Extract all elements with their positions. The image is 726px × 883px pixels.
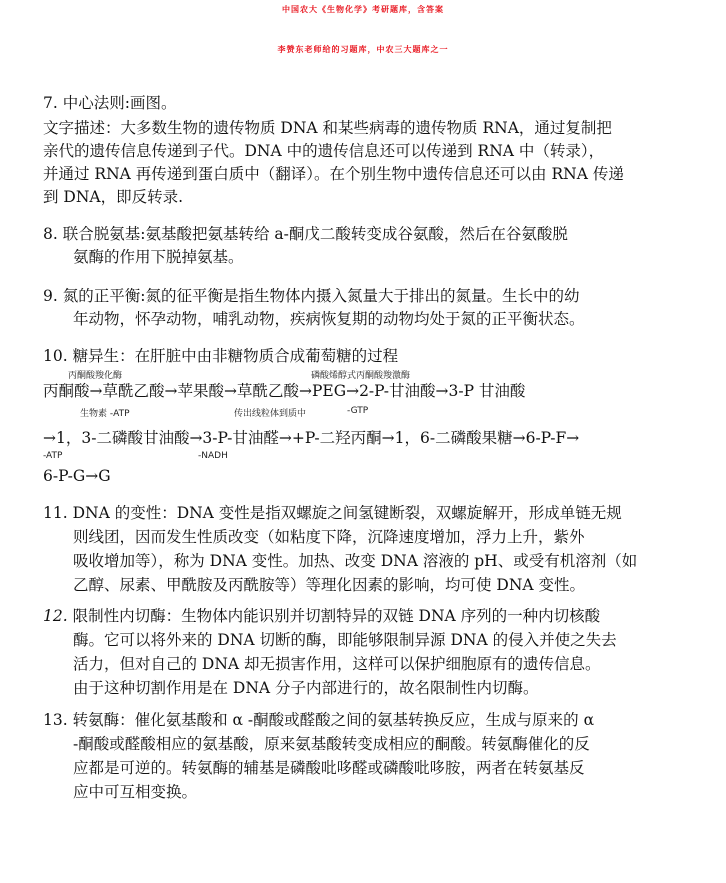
item-10-enzyme-note-1: 丙酮酸羧化酶 <box>68 371 123 381</box>
item-10-cofactor-note-1: 生物素 -ATP <box>80 409 130 419</box>
item-8-text-2: 氨酶的作用下脱掉氨基。 <box>73 248 244 266</box>
item-11-text-2: 则线团，因而发生性质改变（如粘度下降，沉降速度增加，浮力上升，紫外 <box>73 528 585 546</box>
item-12-text-3: 活力，但对自己的 DNA 却无损害作用，这样可以保护细胞原有的遗传信息。 <box>73 655 601 673</box>
item-11-text-4: 乙醇、尿素、甲酰胺及丙酰胺等）等理化因素的影响，均可使 DNA 变性。 <box>73 576 586 594</box>
item-10-cofactor-note-2: -GTP <box>347 406 369 416</box>
item-10-transport-note: 传出线粒体到质中 <box>234 409 307 419</box>
item-10-pathway-line-1: 丙酮酸→草酰乙酸→苹果酸→草酰乙酸→PEG→2-P-甘油酸→3-P 甘油酸 <box>43 382 526 400</box>
item-11-text-3: 吸收增加等），称为 DNA 变性。加热、改变 DNA 溶液的 pH、或受有机溶剂（如 <box>73 552 638 570</box>
banner-title-line-2: 李赞东老师给的习题库，中农三大题库之一 <box>277 44 449 54</box>
item-7-text-2: 亲代的遗传信息传递到子代。DNA 中的遗传信息还可以传递到 RNA 中（转录）， <box>43 142 605 160</box>
item-7-text-1: 文字描述：大多数生物的遗传物质 DNA 和某些病毒的遗传物质 RNA，通过复制把 <box>43 119 612 137</box>
item-10-title: 10. 糖异生：在肝脏中由非糖物质合成葡萄糖的过程 <box>43 347 399 365</box>
item-7-title: 7. 中心法则:画图。 <box>43 94 177 112</box>
item-13-text-3: 应都是可逆的。转氨酶的辅基是磷酸吡哆醛或磷酸吡哆胺，两者在转氨基反 <box>73 759 585 777</box>
item-9-text-1: 9. 氮的正平衡:氮的征平衡是指生物体内摄入氮量大于排出的氮量。生长中的幼 <box>43 287 580 305</box>
item-13-text-4: 应中可互相变换。 <box>73 783 198 801</box>
item-13-text-2: -酮酸或醛酸相应的氨基酸，原来氨基酸转变成相应的酮酸。转氨酶催化的反 <box>73 735 590 753</box>
item-12-number: 12. <box>43 607 68 625</box>
item-10-cofactor-note-3: -ATP <box>43 451 63 461</box>
item-10-pathway-line-2: →1，3-二磷酸甘油酸→3-P-甘油醛→+P-二羟丙酮→1，6-二磷酸果糖→6-P-F→ <box>43 429 580 447</box>
item-10-pathway-line-3: 6-P-G→G <box>43 467 111 485</box>
item-7-text-4: 到 DNA，即反转录. <box>43 188 184 206</box>
item-13-text-1: 13. 转氨酶：催化氨基酸和 α -酮酸或醛酸之间的氨基转换反应，生成与原来的 α <box>43 711 595 729</box>
item-10-cofactor-note-4: -NADH <box>198 451 228 461</box>
item-8-text-1: 8. 联合脱氨基:氨基酸把氨基转给 a-酮戊二酸转变成谷氨酸，然后在谷氨酸脱 <box>43 225 568 243</box>
item-11-text-1: 11. DNA 的变性：DNA 变性是指双螺旋之间氢键断裂，双螺旋解开，形成单链无规 <box>43 504 622 522</box>
item-12-text-1 <box>43 606 600 626</box>
item-12-lead: 限制性内切酶：生物体内能识别并切割特异的双链 DNA 序列的一种内切核酸 <box>67 607 601 625</box>
item-7-text-3: 并通过 RNA 再传递到蛋白质中（翻译）。在个别生物中遗传信息还可以由 RNA 传递 <box>43 165 624 183</box>
item-10-enzyme-note-2: 磷酸烯醇式丙酮酸羧激酶 <box>311 371 411 381</box>
item-12-text-4: 由于这种切割作用是在 DNA 分子内部进行的，故名限制性内切酶。 <box>73 679 539 697</box>
item-12-text-2: 酶。它可以将外来的 DNA 切断的酶，即能够限制异源 DNA 的侵入并使之失去 <box>73 631 617 649</box>
banner-title-line-1: 中国农大《生物化学》考研题库，含答案 <box>282 4 444 14</box>
item-9-text-2: 年动物，怀孕动物，哺乳动物，疾病恢复期的动物均处于氮的正平衡状态。 <box>73 310 585 328</box>
